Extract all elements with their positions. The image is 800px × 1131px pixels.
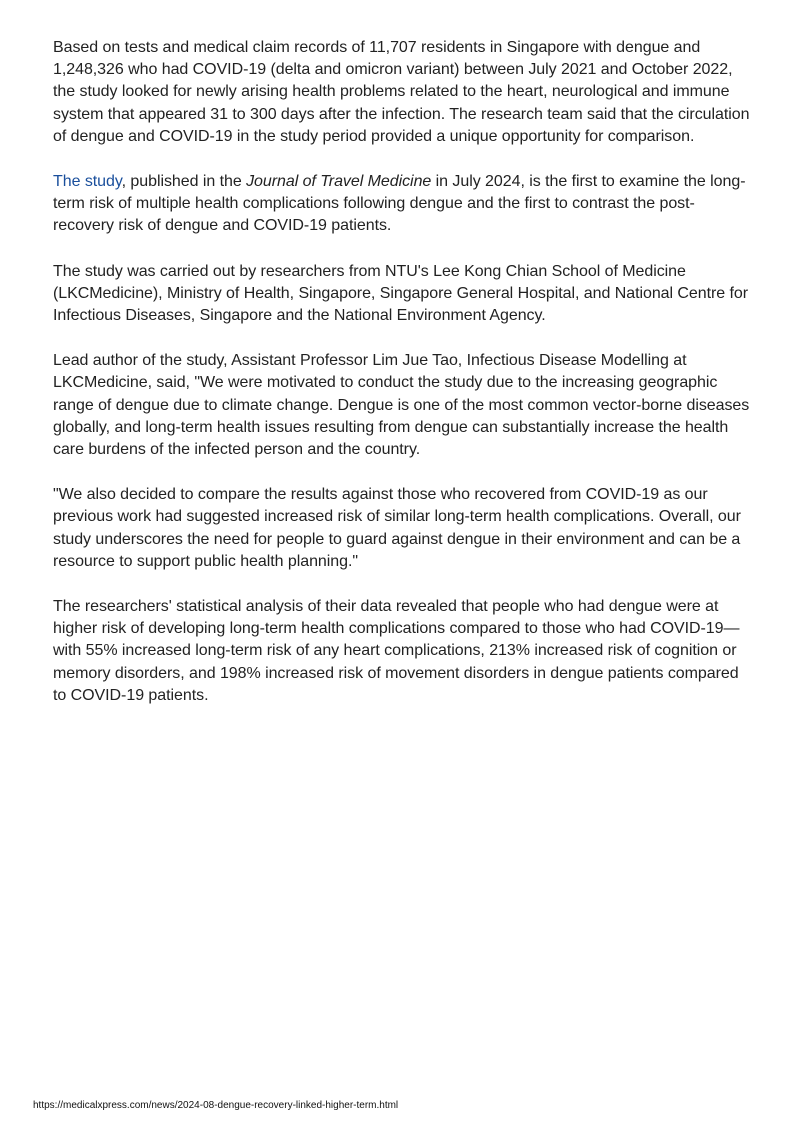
page-url: https://medicalxpress.com/news/2024-08-dengue-recovery-linked-higher-term.html (33, 1100, 399, 1111)
paragraph-lead-author-quote: Lead author of the study, Assistant Professor Lim Jue Tao, Infectious Disease Modelling at LKCMedicine, said, "We were motivated to conduct the study due to the increasing geographic range of dengue due to climate change. Dengue is one of the most common vector-borne diseases globally, and long-term health issues resulting from dengue can substantially increase the health care burdens of the infected person and the country. (53, 352, 750, 459)
paragraph-study-data: Based on tests and medical claim records of 11,707 residents in Singapore with dengue and 1,248,326 who had COVID-19 (delta and omicron variant) between July 2021 and October 2022, the study looked for newly arising health problems related to the heart, neurological and immune system that appeared 31 to 300 days after the infection. The research team said that the circulation of dengue and COVID-19 in the study period provided a unique opportunity for comparison. (53, 39, 750, 145)
article-body (53, 37, 753, 730)
paragraph-study-publication (53, 171, 753, 238)
paragraph-text: in July 2024, is the first to examine the long-term risk of multiple health complications following dengue and the first to contrast the post-recovery risk of dengue and COVID-19 patients. (53, 173, 746, 235)
study-link[interactable]: The study (53, 173, 122, 191)
paragraph-text: , published in the (121, 173, 247, 191)
paragraph-researchers: The study was carried out by researchers from NTU's Lee Kong Chian School of Medicine (LKCMedicine), Ministry of Health, Singapore, Singapore General Hospital, and National Centre for Infectious Diseases, Singapore and the National Environment Agency. (53, 262, 749, 325)
paragraph-comparison-quote: "We also decided to compare the results against those who recovered from COVID-19 as our previous work had suggested increased risk of similar long-term health complications. Overall, our study underscores the need for people to guard against dengue in their environment and can be a resource to support public health planning." (53, 486, 741, 570)
paragraph-findings: The researchers' statistical analysis of their data revealed that people who had dengue were at higher risk of developing long-term health complications compared to those who had COVID-19—with 55% increased long-term risk of any heart complications, 213% increased risk of cognition or memory disorders, and 198% increased risk of movement disorders in dengue patients compared to COVID-19 patients. (53, 598, 740, 704)
journal-name: Journal of Travel Medicine (246, 173, 432, 191)
